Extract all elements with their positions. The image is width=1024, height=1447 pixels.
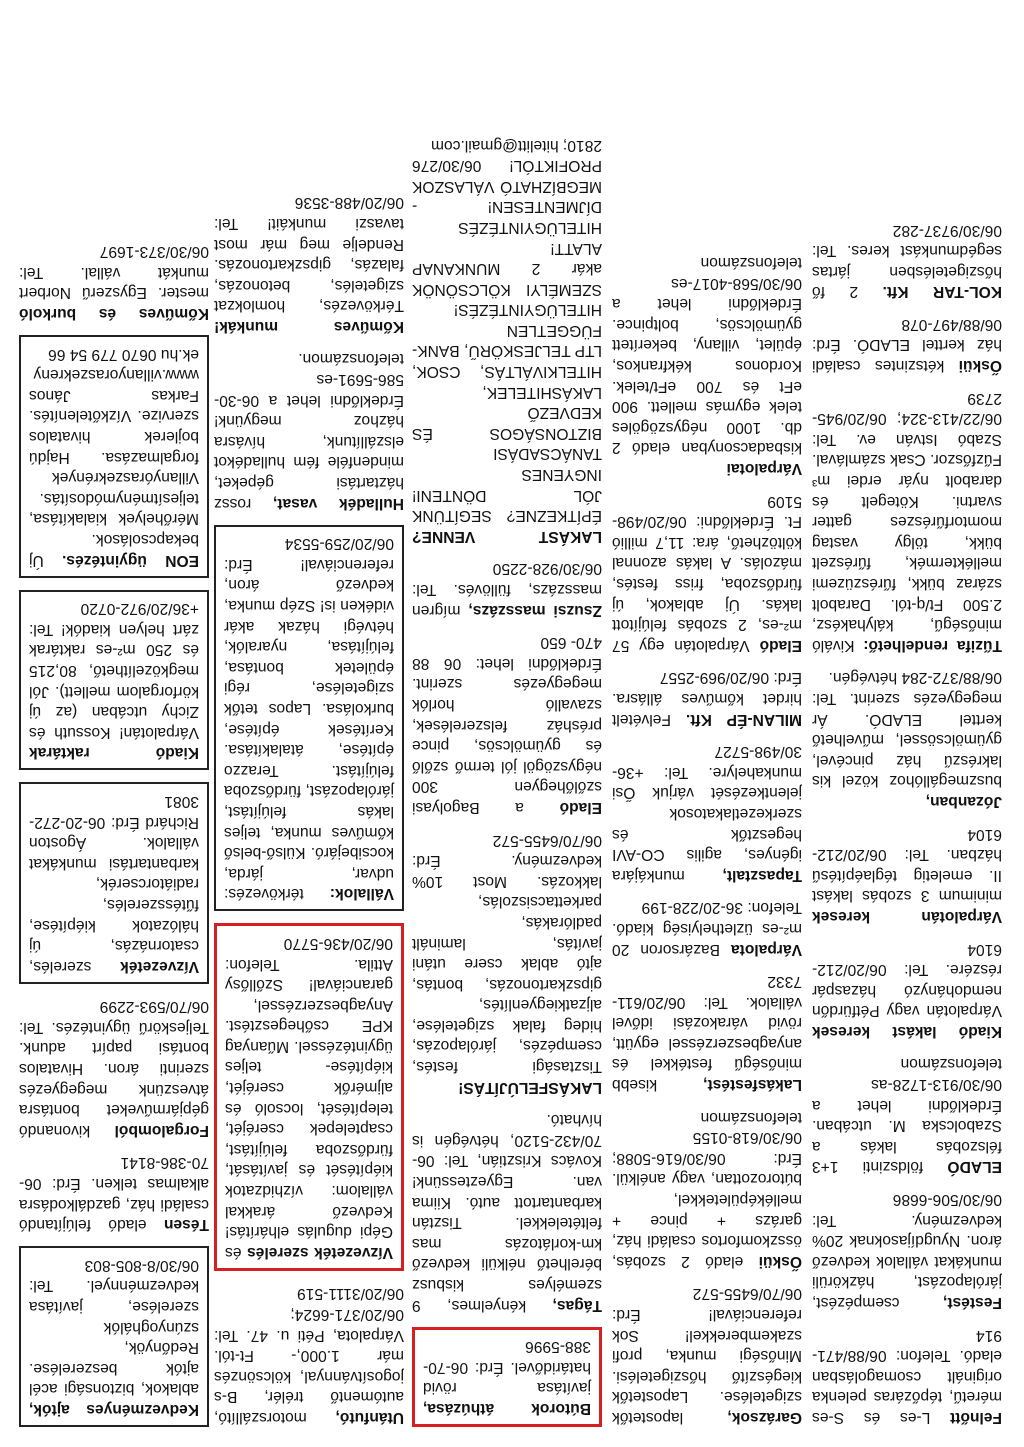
ad-keyword: Zsuzsi masszázs, xyxy=(468,601,602,619)
classified-ad xyxy=(412,632,602,817)
ad-column-3 xyxy=(412,17,602,1427)
ad-column-4 xyxy=(214,17,404,1427)
ad-keyword: EON ügyintézés. xyxy=(62,551,199,569)
ad-keyword: Forgalomból xyxy=(114,1121,209,1139)
ad-keyword: Ősküi xyxy=(758,1252,802,1270)
classified-ad xyxy=(214,192,404,336)
classified-ad xyxy=(214,1283,404,1427)
ad-keyword: Eladó xyxy=(559,798,602,816)
classified-ad xyxy=(612,252,802,479)
ad-keyword: LAKÁST VENNE? xyxy=(412,527,602,545)
ad-keyword: LAKÁSFELÚJÍTÁS! xyxy=(458,1078,602,1096)
ad-text: és Gépi dugulás elhárítás! Kedvező árakkal vállalom: vízhidzatok kiépítését és javítását, fürdőszoba felújítást, csaptelepek cseréjét, telepítését, locsoló és aljmérők cseréjét, kiépítése- teljes ügyintézéssel. Műanyag KPE csőhegesztést. Anyagbeszerzéssel, garanciával! Szőllősy Attila. Telefon: 06/20/436-5770 xyxy=(225,934,393,1261)
ad-keyword: Kőműves és burkoló xyxy=(19,305,209,323)
classified-ad xyxy=(19,782,209,983)
classified-ad xyxy=(812,938,1002,1041)
ad-text: rossz háztartási gépeket, mindenféle fém hulladékot elszállítunk, hívásra házhoz megyünk! Érdeklődni lehet a 06-30-586-5691-es telefonszámon. xyxy=(214,350,404,512)
ad-keyword: Lakásfestést, xyxy=(703,1076,802,1094)
ad-keyword: Vállalok: xyxy=(329,885,394,903)
classified-ad xyxy=(812,387,1002,655)
ad-keyword: Tűzifa rendelhető: xyxy=(863,636,1002,654)
classified-ad xyxy=(812,667,1002,811)
classified-ad xyxy=(19,335,209,578)
ad-text: mígren masszázs, füllövés. Tel: 06/30/928-2250 xyxy=(412,560,602,619)
ad-text: csempézést, járólapozást, házkörüli munkákat vállalok kedvező áron. Nyugdíjasoknak 20% kedvezmény. Tel: 06/30/506-6686 xyxy=(812,1191,1002,1312)
classified-ad xyxy=(19,590,209,771)
classified-ad xyxy=(812,823,1002,926)
classified-ad xyxy=(214,923,404,1271)
ad-text: földszinti 1+3 félszobás lakás a Szabolcska M. utcában. Érdeklődni lehet a 06/30/913-1728-as telefonszámon xyxy=(812,1055,1002,1176)
ad-text: szerelés, csatornázás, új hálózatok kiépítése, fűtésszerelés, radiátorcserék, karbantartási munkákat vállalok. Ágoston Richárd Érd: 06-20-272-3081 xyxy=(29,792,199,975)
ad-text: mester. Egyszerű Norbert munkát vállal. Tel: 06/30/373-1697 xyxy=(19,243,209,302)
classified-ad xyxy=(612,1283,802,1427)
ad-text: minimum 3 szobás lakást II. emeletig téglaépítésű házban. Tel: 06/20/212-6104 xyxy=(812,825,1002,905)
ad-keyword: Tapasztalt, xyxy=(722,866,802,884)
ad-keyword: Bútorok áthúzása, xyxy=(423,1400,591,1417)
ad-keyword: Várpalotai xyxy=(726,460,802,478)
classified-ad xyxy=(612,971,802,1095)
classified-ad xyxy=(612,667,802,729)
ad-text: Tisztasági festés, csempézés, járólapozás, hideg falak szigetelése, aljzatkiegyenlítés, gipszkartonozás, bontás, ajtó ablak csere utáni javítás, laminált padlórakás, parkettacsiszolás, lakkozás. Most 10% kedvezmény. Érd: 06/70/6455-572 xyxy=(412,831,602,1076)
ad-text: motorszállító, autómentő trélér, B-s jogosítvánnyal, kölcsönzés már 1.000,- Ft-tól. Várpalota, Péti u. 47. Tel: 06/20/371-6624; 06/20/3111-519 xyxy=(214,1285,404,1426)
ad-keyword: Hulladék vasat, xyxy=(273,494,404,512)
classified-ad xyxy=(19,996,209,1140)
ad-text: Térkövezés, homlokzat szigetelés, betonozás, falazás, gipszkartonozás. Rendelje meg már most tavaszi munkáit! Tel: 06/20/488-3536 xyxy=(214,194,404,315)
ad-keyword: Tésen xyxy=(163,1216,209,1234)
classified-ad xyxy=(812,1053,1002,1177)
ad-text: ÉPÍTKEZNE? SEGÍTÜNK JÓL DÖNTENI! INGYENES TANÁCSADÁSI BIZTONSÁGOS ÉS KEDVEZŐ LAKÁSHITELEK, HITELKIVÁLTÁS, CSOK, LTP TELJESKÖRŰ, BANK-FÜGGETLEN HITELÜGYINTÉZÉS! SZEMÉLYI KÖLCSÖNÖK akár 2 MUNKANAP ALATT! HITELÜGYINTÉZÉS DÍJMENTESEN! - MEGBÍZHATÓ VÁLASZOK PROFIKTÓL! 06/30/276 2810; hitelitt@gmail.com xyxy=(412,136,602,525)
ad-keyword: Várpalota xyxy=(730,940,802,958)
ad-text: Kiváló minőségű, kályhakész, 2.500 Ft/q-tól. Darabolt száraz bükk, fűrészüzemi melléktermék, fűrészelt bükk, tölgy vastag momtorfűrészes gatter svartni. Kötegelt és darabolt nyár erdei m³ Fűzfőszor. Csak számlával. Szabó István ev. Tel: 06/22/413-324; 06/20/945-2739 xyxy=(812,389,1002,654)
ad-keyword: Vízvezeték xyxy=(120,957,199,975)
ad-column-5 xyxy=(19,17,209,1427)
ad-keyword: Kiadó lakást keresek xyxy=(812,1022,1002,1040)
classified-ad xyxy=(19,1152,209,1234)
classified-ad xyxy=(19,1246,209,1427)
ad-text: kisbadacsonyban eladó 2 db. 1000 négyszögöles telek egymás mellett. 900 eFt és 700 eFt/telek. Kordonos kékfrankos, épület, villany, bekerített gyümölcsös, boltpince. Érdeklődni lehet a 06/30/568-4017-es telefonszámon xyxy=(612,254,802,457)
ad-text: kétszintes családi ház kerttel ELADÓ. Érd: 06/88/497-078 xyxy=(812,315,1002,375)
ad-keyword: Várpalotán keresek xyxy=(812,907,1002,925)
ad-keyword: Festést, xyxy=(943,1294,1002,1312)
ad-keyword: Garázsok, xyxy=(727,1409,802,1426)
classified-ad xyxy=(612,741,802,885)
classified-ad xyxy=(412,558,602,620)
ad-text: 2 fő hőszigetelésben jártas segédmunkást keres. Tel: 06/30/9737-282 xyxy=(812,221,1002,301)
ad-keyword: MILAN-ÉP Kft. xyxy=(685,710,802,728)
ad-keyword: Eladó xyxy=(759,636,802,654)
ad-keyword: Kedvezményes ajtók, xyxy=(29,1401,199,1418)
ad-keyword: Felnőtt xyxy=(950,1409,1002,1426)
ad-keyword: ELADÓ xyxy=(947,1158,1002,1176)
ad-keyword: Utánfutó, xyxy=(335,1409,404,1426)
ad-text: javítása rövid határidővel. Érd: 06-70-388-5996 xyxy=(423,1338,591,1397)
ad-column-1 xyxy=(812,17,1002,1427)
classified-ad xyxy=(412,1327,602,1427)
ad-text: Új bekapcsolások. Mérőhelyek kialakítása, teljesítménymódosítás. Villanyóraszekrények forgalmazása. Hajdú bojlerek hivatalos szervize. Vízkőtelenítés. Farkas János www.villanyoraszekrenyek.hu 0670 779 54 66 xyxy=(28,345,199,569)
ad-keyword: Kőműves munkák! xyxy=(214,317,404,335)
classified-ad xyxy=(812,219,1002,301)
ad-text: kisebb minőségű festékkel és anyagbeszerzéssel együtt, rövid várakozási idővel vállalok. Tel: 06/20/611-7332 xyxy=(612,973,802,1094)
ad-keyword: Józanban, xyxy=(925,792,1002,810)
ad-text: lapostetők szigetelése. Lapostetők kiegészítő hőszigetelési. Minőségi munka, profi szakemberekkel! Sok referenciával! Érd: 06/70/6455-572 xyxy=(612,1285,802,1426)
ad-text: kényelmes, 9 személyes kisbusz bérelhető nélküli kedvező km-korlátozás mas feltételekkel. Tisztán karbantartott autó. Kiima van. Egyeztessünk! Kovács Krisztián, Tel: 06-70/432-5120, hétvégén is hívható. xyxy=(412,1111,602,1314)
ad-text: Bazársoron 20 m²-es üzlethelyiség kiadó. Telefon: 36-20/228-199 xyxy=(612,899,802,958)
ad-text: Várpalotán! Kossuth és Zichy utcában (az új körforgalom mellett). Jól megközelíthető, 80,215 és 250 m²-es raktárak zárt helyen kiadók! Tel: +36/20/972-0720 xyxy=(29,600,199,741)
classified-ad xyxy=(812,1188,1002,1312)
ad-keyword: Vízvezeték szerelés xyxy=(247,1243,393,1261)
ad-text: Felvételt hirdet kőműves állásra. Érd: 06/20/969-2557 xyxy=(612,669,802,728)
classified-ad xyxy=(612,490,802,655)
ad-text: Várpalotán vagy Pétfürdőn nemdohányzó házaspár részére. Tel: 06/20/212-6104 xyxy=(812,940,1002,1020)
classified-ad xyxy=(412,829,602,1097)
classified-ad xyxy=(812,313,1002,375)
ad-keyword: Tágas, xyxy=(552,1296,602,1314)
classified-ad xyxy=(412,1109,602,1315)
ad-keyword: KOL-TAR Kft. xyxy=(882,283,1002,301)
ad-text: a Bagolyasi szőlőhegyen 300 négyszögöl jól termő szőlő és gyümölcsös, pince présház felszerelések, szavalló horlók megegyezés szerint. Érdeklődni lehet: 06 88 470- 650 xyxy=(412,634,602,816)
classified-ad xyxy=(812,1324,1002,1427)
ad-text: eladó felújítandó családi ház, gazdálkodásra alkalmas telken. Érd: 06-70-386-8141 xyxy=(19,1154,209,1234)
ad-text: buszmegállóhoz közel kis lakrészű ház pincével, gyümölcsössel, művelhető kerttel ELADÓ. Ár megegyezés szerint. Tel: 06/88/372-284 hétvégén. xyxy=(812,669,1002,790)
ad-text: munkájára igényes, agilis CO-AVI hegesztők és szerkezetlakatosok jelentkezését várjuk Ősi munkahelyre. Tel: +36-30/498-5727 xyxy=(612,743,802,884)
ad-text: L-es és S-es méretű, tépőzáras pelenka originált csomagolásban eladó. Telefon: 06/88/471-914 xyxy=(812,1326,1002,1426)
ad-keyword: Kiadó raktárak xyxy=(29,744,199,762)
ad-text: eladó 2 szobás, összkomfortos családi ház, garázs + pince + melléképületekkel, bútorozottan, vagy anélkül. Érd: 06/30/616-5088; 06/30/618-0155 telefonszámon xyxy=(612,1108,802,1270)
classified-ad xyxy=(612,897,802,959)
ad-keyword: Ősküi xyxy=(958,357,1002,375)
classified-ad xyxy=(214,525,404,912)
ad-text: ablakok, biztonsági acél ajtók beszerelése. Redőnyök, szúnyoghálók szerelése, javítása kedvezménnyel. Tel: 06/30/8-805-803 xyxy=(29,1256,199,1398)
classified-ad xyxy=(412,134,602,546)
classified-ad xyxy=(214,348,404,513)
ad-text: térkövezés: udvar, járda, kocsibejáró. Külső-belső kőműves munka, teljes lakás felújítást, járólapozást, fürdőszoba felújítást. Terazzo építése, átalakítása. Kerítések építése, burkolása. Lapos tetők szigetelése, régi épületek bontása, felújítása, nyaralók, hétvégi házak akár vidéken is! Szép munka, kedvező áron, referenciával! Érd: 06/20/259-5534 xyxy=(224,535,394,903)
ad-column-2 xyxy=(612,17,802,1427)
ad-text: kivonandó gépjárműveket bontásra átveszünk megegyezés szerinti áron. Hivatalos bontási papírt adunk. Teljeskörű ügyintézés. Tel: 06/70/593-2299 xyxy=(19,998,209,1139)
ad-text: Várpalotán egy 57 m²-es, 2 szobás felújított lakás. Új ablakok, új fürdőszoba, friss festés, mázolás. A lakás azonnal költözhető, ára: 11,7 millió Ft. Érdeklődni: 06/20/498-5109 xyxy=(612,492,802,654)
classified-ad xyxy=(19,241,209,323)
classified-ad xyxy=(612,1106,802,1271)
